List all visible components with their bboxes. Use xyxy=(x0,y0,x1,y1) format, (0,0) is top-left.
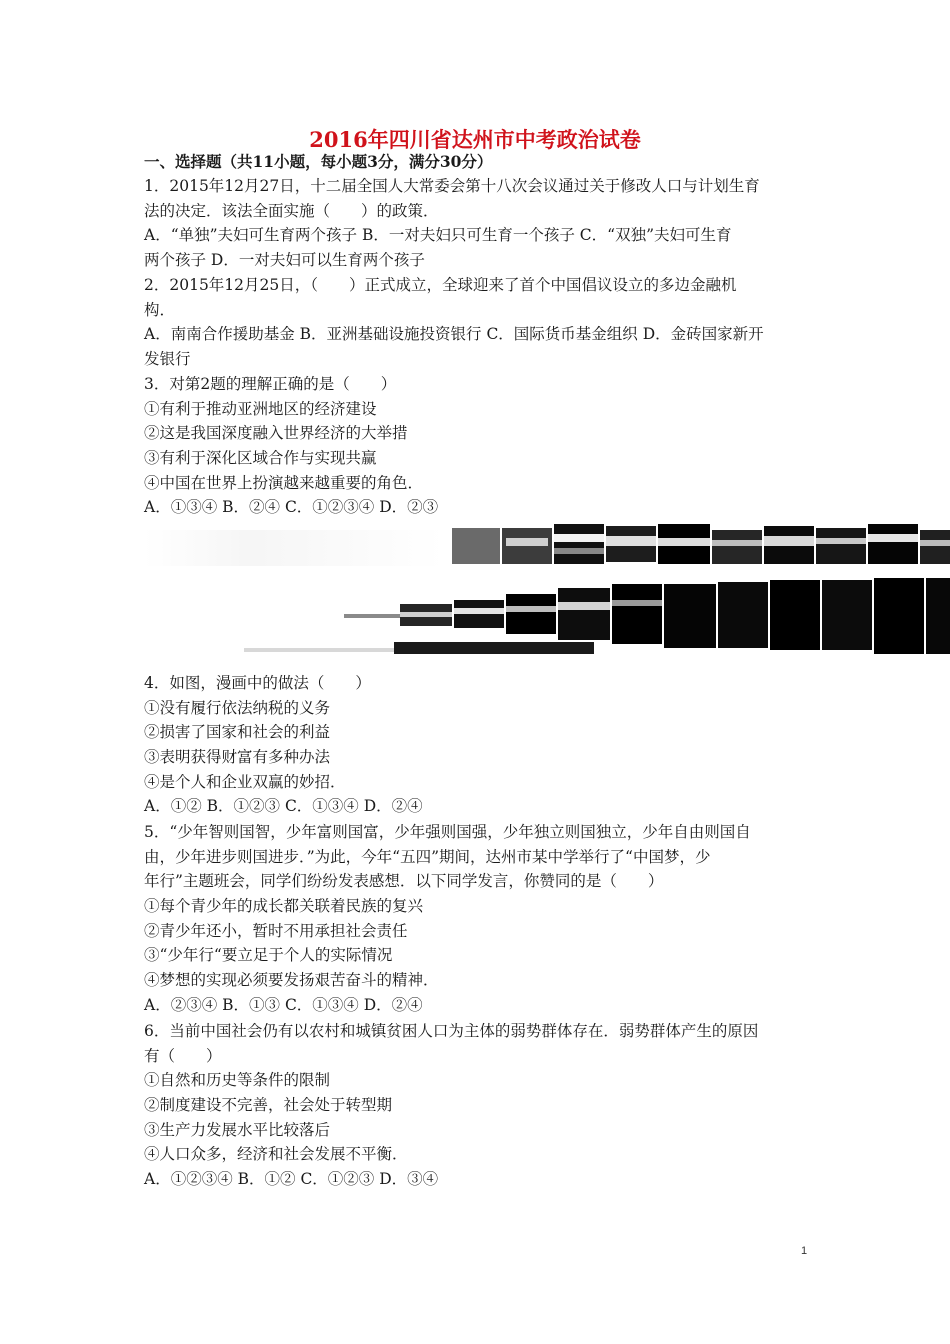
statement-item: ②青少年还小，暂时不用承担社会责任 xyxy=(144,921,408,940)
statement-item: ④是个人和企业双赢的妙招． xyxy=(144,772,346,791)
question-stem: 4．如图，漫画中的做法（ ） xyxy=(144,674,371,692)
statement-item: ③表明获得财富有多种办法 xyxy=(144,748,331,767)
answer-options: A．①② B．①②③ C．①③④ D．②④ xyxy=(144,797,423,816)
question-3 xyxy=(144,372,812,520)
cartoon-image xyxy=(144,524,950,654)
question-1 xyxy=(144,174,812,273)
statement-item: ④梦想的实现必须要发扬艰苦奋斗的精神． xyxy=(144,971,439,990)
question-stem: 由，少年进步则国进步．”为此，今年“五四”期间，达州市某中学举行了“中国梦，少 xyxy=(144,847,711,866)
question-stem: 3．对第2题的理解正确的是（ ） xyxy=(144,375,397,393)
question-stem: 2．2015年12月25日，（ ）正式成立，全球迎来了首个中国倡议设立的多边金融机 xyxy=(144,276,737,294)
answer-options: 发银行 xyxy=(144,350,191,369)
question-6 xyxy=(144,1019,812,1192)
answer-options: 两个孩子 D．一对夫妇可以生育两个孩子 xyxy=(144,251,425,270)
answer-options: A．①③④ B．②④ C．①②③④ D．②③ xyxy=(144,498,439,517)
question-stem: 1．2015年12月27日，十二届全国人大常委会第十八次会议通过关于修改人口与计划生育 xyxy=(144,177,760,195)
question-stem: 法的决定．该法全面实施（ ）的政策． xyxy=(144,201,439,220)
statement-item: ③“少年行“要立足于个人的实际情况 xyxy=(144,946,393,965)
statement-item: ③有利于深化区域合作与实现共赢 xyxy=(144,449,377,468)
answer-options: A．南南合作援助基金 B．亚洲基础设施投资银行 C．国际货币基金组织 D．金砖国家新开 xyxy=(144,325,764,344)
statement-item: ④中国在世界上扮演越来越重要的角色． xyxy=(144,473,424,492)
page-title: 2016年四川省达州市中考政治试卷 xyxy=(309,127,641,152)
answer-options: A．①②③④ B．①② C．①②③ D．③④ xyxy=(144,1170,439,1189)
statement-item: ①有利于推动亚洲地区的经济建设 xyxy=(144,399,377,418)
question-stem: 5．“少年智则国智，少年富则国富，少年强则国强，少年独立则国独立，少年自由则国自 xyxy=(144,823,751,841)
statement-item: ①没有履行依法纳税的义务 xyxy=(144,698,331,717)
page-number: 1 xyxy=(800,1245,808,1257)
statement-item: ③生产力发展水平比较落后 xyxy=(144,1120,331,1139)
answer-options: A．②③④ B．①③ C．①③④ D．②④ xyxy=(144,995,423,1014)
question-5 xyxy=(144,820,812,1018)
statement-item: ②这是我国深度融入世界经济的大举措 xyxy=(144,424,408,443)
question-stem: 有（ ） xyxy=(144,1046,222,1065)
statement-item: ②制度建设不完善，社会处于转型期 xyxy=(144,1096,393,1115)
question-stem: 6．当前中国社会仍有以农村和城镇贫困人口为主体的弱势群体存在．弱势群体产生的原因 xyxy=(144,1022,759,1040)
statement-item: ②损害了国家和社会的利益 xyxy=(144,723,331,742)
cartoon-graphic xyxy=(144,524,950,654)
statement-item: ①每个青少年的成长都关联着民族的复兴 xyxy=(144,897,424,916)
statement-item: ④人口众多，经济和社会发展不平衡． xyxy=(144,1145,408,1164)
statement-item: ①自然和历史等条件的限制 xyxy=(144,1071,331,1090)
section-heading: 一、选择题（共11小题，每小题3分，满分30分） xyxy=(144,152,493,171)
question-stem: 构． xyxy=(144,300,176,319)
question-stem: 年行”主题班会，同学们纷纷发表感想．以下同学发言，你赞同的是（ ） xyxy=(144,872,664,891)
question-2 xyxy=(144,273,812,372)
question-4 xyxy=(144,671,812,819)
answer-options: A．“单独”夫妇可生育两个孩子 B．一对夫妇只可生育一个孩子 C．“双独”夫妇可生育 xyxy=(144,226,732,245)
